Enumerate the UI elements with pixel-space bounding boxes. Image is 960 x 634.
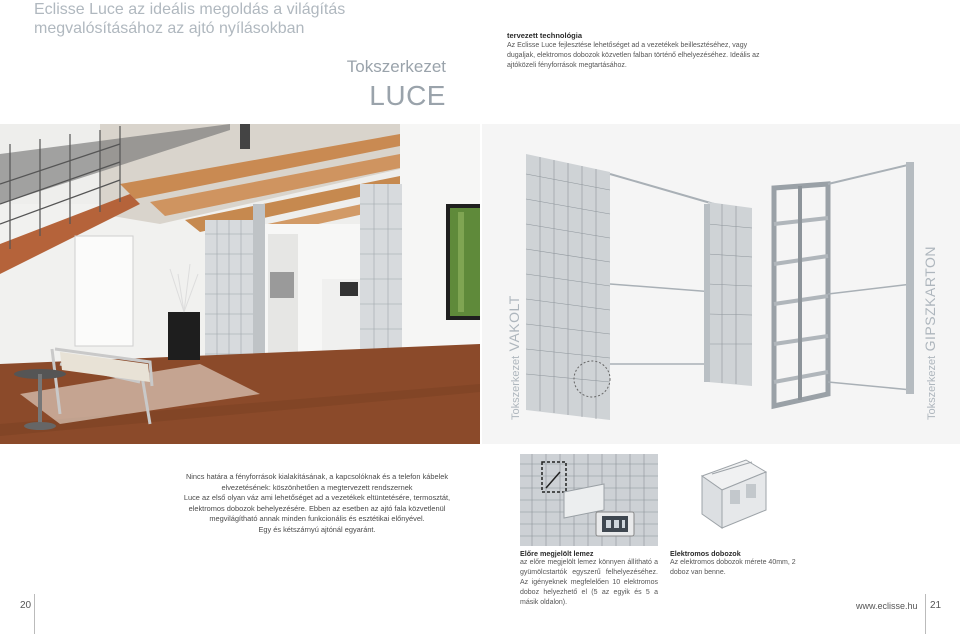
electrical-box-illustration <box>690 454 776 546</box>
caption-title: Előre megjelölt lemez <box>520 549 594 558</box>
body-line: megvilágítható annak minden funkcionális és esztétikai előnyével. <box>209 514 425 524</box>
product-label: Tokszerkezet <box>346 57 446 76</box>
interior-illustration <box>0 124 480 444</box>
tech-title: tervezett technológia <box>507 31 583 40</box>
body-line: Egy és kétszárnyú ajtónál egyaránt. <box>258 524 376 534</box>
caption-electrical-boxes <box>670 549 810 578</box>
frames-illustration <box>482 124 960 444</box>
title-line-1: Eclisse Luce az ideális megoldás a világítás <box>34 1 346 18</box>
body-line: elvezetésének: köszönhetően a megtervezett rendszernek <box>221 482 413 492</box>
gipszkarton-label: Tokszerkezet GIPSZKARTON <box>922 246 938 420</box>
marked-plate-illustration <box>520 454 658 546</box>
page-title <box>34 0 364 38</box>
divider <box>925 594 926 634</box>
body-text <box>160 472 474 536</box>
tech-body: Az Eclisse Luce fejlesztése lehetőséget ad a vezetékek beillesztéséhez, vagy dugaljak, elektromos dobozok közvetlen falban történő elhelyezéséhez. Ideális az ajtóközeli fényforrások megtartásához. <box>507 42 760 69</box>
caption-body: Az elektromos dobozok mérete 40mm, 2 doboz van benne. <box>670 559 796 576</box>
body-line: Luce az első olyan váz ami lehetőséget ad a vezetékek eltüntetésére, termosztát, <box>183 493 451 503</box>
body-line: Nincs határa a fényforrások kialakításának, a kapcsolóknak és a telefon kábelek <box>185 472 449 481</box>
divider <box>34 594 35 634</box>
caption-body: az előre megjelölt lemez könnyen állítható a gyümölcstartók egyszerű felhelyezéséhez. Az igényeknek megfelelően 10 elektromos doboz helyezhető el (5 az egyik és 5 a másik oldalon). <box>520 559 658 606</box>
electrical-box-image <box>690 454 776 546</box>
page-number-right: 21 <box>930 600 942 611</box>
vakolt-label: Tokszerkezet VAKOLT <box>506 295 522 420</box>
body-line: elektromos dobozok behelyezésére. Ebben az esetben az ajtó fala közvetlenül <box>188 503 446 513</box>
title-line-2: megvalósításához az ajtó nyílásokban <box>34 20 305 37</box>
product-name: LUCE <box>369 80 446 111</box>
frames-photo <box>482 124 960 444</box>
marked-plate-image <box>520 454 658 546</box>
website-link[interactable]: www.eclisse.hu <box>856 601 918 611</box>
caption-title: Elektromos dobozok <box>670 549 741 558</box>
page-number-left: 20 <box>20 600 32 611</box>
interior-photo <box>0 124 480 444</box>
caption-marked-plate <box>520 549 658 608</box>
